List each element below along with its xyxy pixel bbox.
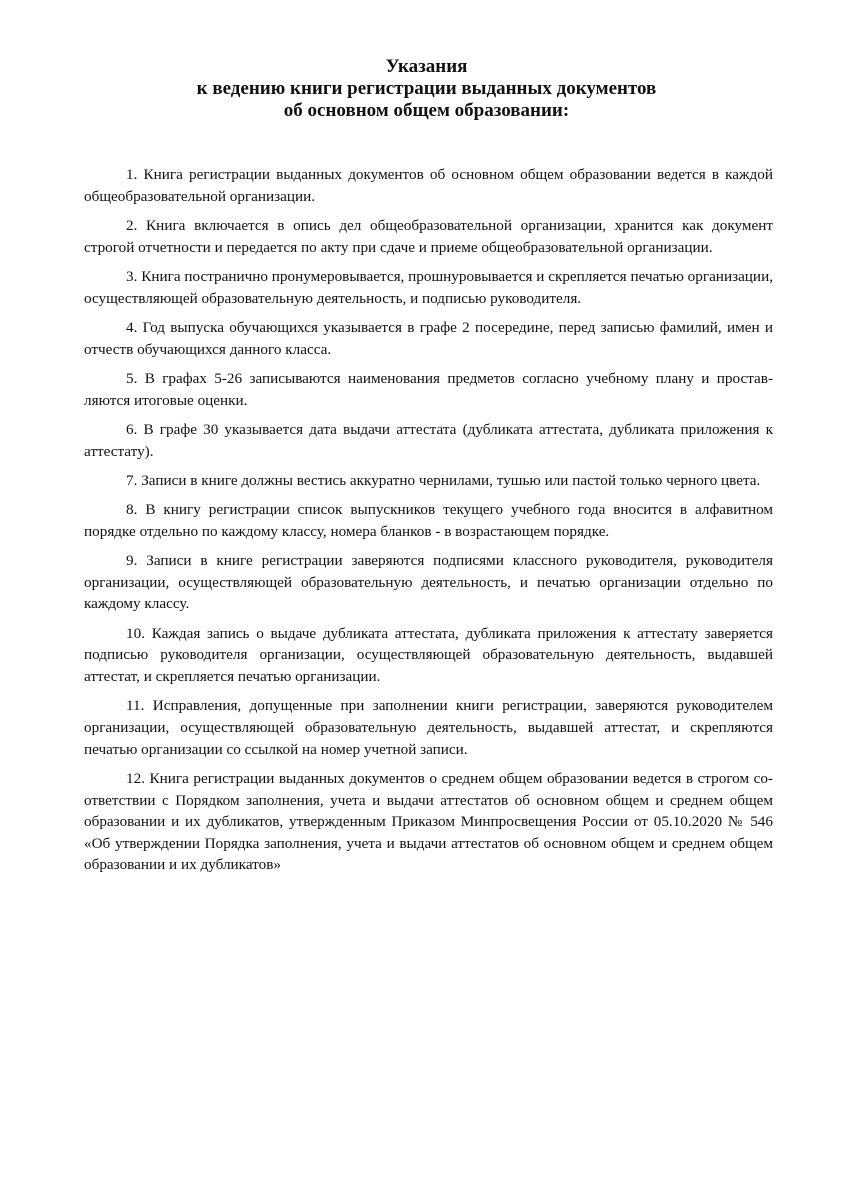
title-line-1: Указания (385, 56, 468, 77)
instruction-paragraph-4: 4. Год выпуска обучающихся указывается в графе 2 посередине, перед записью фамилий, имен и отчеств обучающихся данного класса. (84, 318, 773, 358)
instruction-paragraph-12: 12. Книга регистрации выданных документов о среднем общем образовании ведется в строгом со-ответствии с Порядком заполнения, учета и выдачи аттестатов об основном общем и среднем общем образовании и их дубликатов, утвержденным Приказом Минпросвещения России от 05.10.2020 № 546 «Об утверждении Порядка заполнения, учета и выдачи аттестатов об основном общем и среднем общем образовании и их дубликатов» (84, 770, 773, 874)
instruction-paragraph-10: 10. Каждая запись о выдаче дубликата аттестата, дубликата приложения к аттестату заверяется подписью руководителя организации, осуществляющей образовательную деятельность, выдавшей аттестат, и скрепляется печатью организации. (84, 624, 773, 686)
instruction-paragraph-11: 11. Исправления, допущенные при заполнении книги регистрации, заверяются руководителем организации, осуществляющей образовательную деятельность, выдавшей аттестат, и скрепляются печатью организации со ссылкой на номер учетной записи. (84, 697, 773, 758)
document-title (0, 56, 853, 122)
instruction-paragraph-7: 7. Записи в книге должны вестись аккуратно чернилами, тушью или пастой только черного цвета. (126, 471, 761, 489)
instruction-paragraph-9: 9. Записи в книге регистрации заверяются подписями классного руководителя, руководителя организации, осуществляющей образовательную деятельность, и печатью организации отдельно по каждому классу. (84, 552, 773, 613)
instruction-paragraph-6: 6. В графе 30 указывается дата выдачи аттестата (дубликата аттестата, дубликата приложения к аттестату). (84, 420, 773, 460)
instructions-body (84, 164, 773, 884)
instruction-paragraph-8: 8. В книгу регистрации список выпускников текущего учебного года вносится в алфавитном порядке отдельно по каждому классу, номера бланков - в возрастающем порядке. (84, 501, 773, 540)
title-line-2: к ведению книги регистрации выданных документов (196, 78, 657, 99)
instruction-paragraph-3: 3. Книга постранично пронумеровывается, прошнуровывается и скрепляется печатью организации, осуществляющей образовательную деятельность, и подписью руководителя. (84, 267, 773, 307)
title-line-3: об основном общем образовании: (283, 100, 570, 121)
instruction-paragraph-1: 1. Книга регистрации выданных документов об основном общем образовании ведется в каждой общеобразовательной организации. (84, 166, 773, 205)
instruction-paragraph-5: 5. В графах 5-26 записываются наименования предметов согласно учебному плану и проставляются итоговые оценки. (84, 369, 773, 409)
instruction-paragraph-2: 2. Книга включается в опись дел общеобразовательной организации, хранится как документ строгой отчетности и передается по акту при сдаче и приеме общеобразовательной организации. (84, 216, 773, 256)
